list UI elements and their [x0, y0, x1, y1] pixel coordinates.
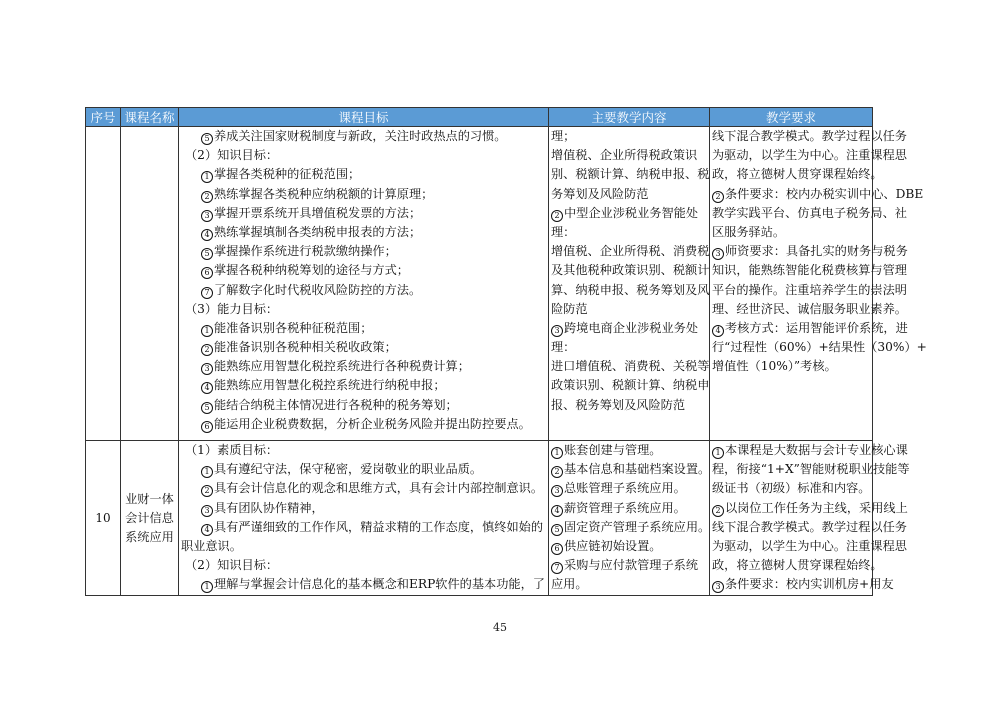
content-line — [551, 376, 709, 395]
goals-line — [181, 479, 548, 498]
circled-number-icon: 1 — [201, 466, 213, 478]
goals-text: 具有严谨细致的工作作风，精益求精的工作态度，慎终如始的 — [214, 519, 544, 534]
content-line — [551, 537, 709, 556]
requirements-line — [712, 204, 907, 223]
circled-number-icon: 4 — [551, 505, 563, 517]
requirements-line — [712, 223, 872, 242]
content-text: 总账管理子系统应用。 — [564, 481, 686, 496]
goals-text: 掌握操作系统进行税款缴纳操作； — [214, 244, 397, 259]
circled-number-icon: 4 — [712, 325, 724, 337]
goals-line — [181, 223, 548, 242]
header-main-content: 主要教学内容 — [549, 108, 710, 127]
goals-line — [181, 165, 548, 184]
circled-number-icon: 6 — [201, 267, 213, 279]
content-line — [551, 338, 709, 357]
circled-number-icon: 5 — [201, 402, 213, 414]
goals-line — [181, 146, 548, 165]
content-line — [551, 441, 709, 460]
header-requirements: 教学要求 — [710, 108, 873, 127]
circled-number-icon: 2 — [201, 344, 213, 356]
goals-text: 职业意识。 — [181, 538, 242, 553]
goals-text: 了解数字化时代税收风险防控的方法。 — [214, 282, 422, 297]
goals-line — [181, 376, 548, 395]
header-course-goals: 课程目标 — [179, 108, 549, 127]
goals-text: 具有会计信息化的观念和思维方式，具有会计内部控制意识。 — [214, 481, 544, 496]
circled-number-icon: 3 — [201, 505, 213, 517]
requirements-text: 线下混合教学模式。教学过程以任务 — [712, 519, 907, 534]
requirements-line — [712, 165, 883, 184]
requirements-line — [712, 357, 872, 376]
table-header-row — [86, 108, 873, 127]
circled-number-icon: 7 — [551, 562, 563, 574]
circled-number-icon: 2 — [551, 466, 563, 478]
content-line — [551, 518, 709, 537]
circled-number-icon: 1 — [712, 447, 724, 459]
content-text: 理； — [551, 129, 576, 143]
requirements-text: 以岗位工作任务为主线，采用线上 — [725, 500, 908, 515]
requirements-line — [712, 185, 924, 204]
circled-number-icon: 2 — [201, 191, 213, 203]
header-number: 序号 — [86, 108, 121, 127]
content-line — [551, 575, 709, 594]
main-content-cell — [549, 127, 710, 441]
requirements-cell — [710, 127, 927, 441]
goals-line — [181, 518, 548, 537]
content-text: 应用。 — [551, 577, 588, 592]
goals-text: 能结合纳税主体情况进行各税种的税务筹划； — [214, 397, 458, 412]
requirements-text: 师资要求：具备扎实的财务与税务 — [725, 244, 908, 259]
goals-line — [181, 127, 548, 146]
requirements-text: 级证书（初级）标准和内容。 — [712, 481, 871, 496]
goals-line — [181, 242, 548, 261]
content-line — [551, 185, 709, 204]
requirements-text: 为驱动，以学生为中心。注重课程思 — [712, 148, 907, 163]
goals-line — [181, 357, 548, 376]
goals-line — [181, 556, 548, 575]
circled-number-icon: 3 — [712, 248, 724, 260]
requirements-line — [712, 479, 872, 498]
goals-line — [181, 281, 548, 300]
course-table — [85, 107, 927, 596]
content-line — [551, 261, 709, 280]
requirements-text: 行“过程性（60%）+结果性（30%）+ — [712, 340, 927, 355]
goals-text: （3）能力目标： — [185, 301, 279, 316]
goals-text: 能熟练应用智慧化税控系统进行各种税费计算； — [214, 359, 470, 374]
content-text: 及其他税种政策识别、税额计 — [551, 263, 710, 278]
content-text: 理： — [551, 340, 576, 355]
course-name-line: 业财一体 — [125, 491, 174, 506]
content-line — [551, 319, 709, 338]
content-text: 理： — [551, 224, 576, 239]
requirements-text: 平台的操作。注重培养学生的崇法明 — [712, 282, 907, 297]
course-name — [121, 127, 179, 441]
course-goals-cell — [179, 441, 549, 596]
circled-number-icon: 3 — [201, 210, 213, 222]
content-line — [551, 281, 709, 300]
content-line — [551, 479, 709, 498]
content-line — [551, 300, 709, 319]
requirements-text: 考核方式：运用智能评价系统，进 — [725, 320, 908, 335]
goals-text: （2）知识目标： — [185, 558, 279, 573]
goals-line — [181, 537, 548, 556]
content-text: 采购与应付款管理子系统 — [564, 558, 699, 573]
goals-line — [181, 499, 548, 518]
course-name-line: 会计信息 — [125, 510, 174, 525]
table-row — [86, 441, 873, 596]
goals-line — [181, 460, 548, 479]
circled-number-icon: 3 — [712, 581, 724, 593]
main-content-cell — [549, 441, 710, 596]
requirements-line — [712, 575, 894, 594]
goals-line — [181, 338, 548, 357]
circled-number-icon: 1 — [201, 171, 213, 183]
circled-number-icon: 1 — [201, 581, 213, 593]
circled-number-icon: 3 — [201, 363, 213, 375]
goals-text: 熟练掌握填制各类纳税申报表的方法； — [214, 224, 422, 239]
requirements-text: 理、经世济民、诚信服务职业素养。 — [712, 301, 907, 316]
requirements-line — [712, 499, 908, 518]
goals-line — [181, 204, 548, 223]
goals-text: 掌握各税种纳税筹划的途径与方式； — [214, 263, 409, 278]
content-line — [551, 357, 709, 376]
circled-number-icon: 2 — [201, 485, 213, 497]
goals-text: 掌握开票系统开具增值税发票的方法； — [214, 205, 422, 220]
content-line — [551, 223, 709, 242]
content-text: 供应链初始设置。 — [564, 538, 662, 553]
content-text: 增值税、企业所得税、消费税 — [551, 244, 710, 259]
goals-text: 具有遵纪守法，保守秘密，爱岗敬业的职业品质。 — [214, 462, 483, 477]
circled-number-icon: 5 — [201, 248, 213, 260]
content-text: 基本信息和基础档案设置。 — [564, 462, 711, 477]
goals-text: 养成关注国家财税制度与新政，关注时政热点的习惯。 — [214, 129, 507, 143]
circled-number-icon: 6 — [551, 543, 563, 555]
goals-text: （2）知识目标： — [185, 148, 279, 163]
circled-number-icon: 2 — [551, 210, 563, 222]
content-text: 增值税、企业所得税政策识 — [551, 148, 698, 163]
requirements-line — [712, 281, 907, 300]
content-line — [551, 396, 709, 415]
table-row — [86, 127, 873, 441]
content-line — [551, 146, 709, 165]
requirements-text: 程，衔接“1+X”智能财税职业技能等 — [712, 462, 910, 477]
content-text: 算、纳税申报、税务筹划及风 — [551, 282, 710, 297]
circled-number-icon: 5 — [551, 524, 563, 536]
circled-number-icon: 3 — [551, 325, 563, 337]
requirements-text: 本课程是大数据与会计专业核心课 — [725, 443, 908, 457]
circled-number-icon: 2 — [712, 191, 724, 203]
circled-number-icon: 4 — [201, 229, 213, 241]
content-text: 险防范 — [551, 301, 588, 316]
goals-text: 具有团队协作精神， — [214, 500, 324, 515]
content-text: 固定资产管理子系统应用。 — [564, 519, 711, 534]
requirements-line — [712, 537, 907, 556]
content-text: 账套创建与管理。 — [564, 443, 662, 457]
circled-number-icon: 2 — [712, 505, 724, 517]
content-text: 务筹划及风险防范 — [551, 186, 649, 201]
goals-line — [181, 319, 548, 338]
requirements-text: 条件要求：校内办税实训中心、DBE — [725, 186, 924, 201]
goals-line — [181, 300, 548, 319]
row-number: 10 — [86, 441, 121, 596]
page-number: 45 — [493, 621, 507, 634]
requirements-text: 区服务驿站。 — [712, 224, 786, 239]
goals-text: 能准备识别各税种相关税收政策； — [214, 340, 397, 355]
goals-text: 掌握各类税种的征税范围； — [214, 167, 361, 182]
requirements-text: 线下混合教学模式。教学过程以任务 — [712, 129, 907, 143]
content-text: 别、税额计算、纳税申报、税 — [551, 167, 710, 182]
content-line — [551, 499, 709, 518]
content-line — [551, 204, 709, 223]
requirements-line — [712, 146, 907, 165]
circled-number-icon: 6 — [201, 421, 213, 433]
header-course-name: 课程名称 — [121, 108, 179, 127]
circled-number-icon: 4 — [201, 382, 213, 394]
requirements-line — [712, 300, 907, 319]
goals-line — [181, 261, 548, 280]
content-text: 薪资管理子系统应用。 — [564, 500, 686, 515]
content-text: 中型企业涉税业务智能处 — [564, 205, 699, 220]
course-name-line: 系统应用 — [125, 529, 174, 544]
requirements-text: 增值性（10%）”考核。 — [712, 359, 837, 374]
requirements-line — [712, 556, 883, 575]
requirements-text: 条件要求：校内实训机房+用友 — [725, 577, 894, 592]
circled-number-icon: 1 — [201, 325, 213, 337]
goals-line — [181, 441, 548, 460]
requirements-line — [712, 441, 908, 460]
requirements-cell — [710, 441, 910, 596]
row-number — [86, 127, 121, 441]
goals-line — [181, 396, 548, 415]
goals-text: 能熟练应用智慧化税控系统进行纳税申报； — [214, 378, 446, 393]
content-text: 报、税务筹划及风险防范 — [551, 397, 686, 412]
requirements-text: 教学实践平台、仿真电子税务局、社 — [712, 205, 907, 220]
goals-line — [181, 415, 548, 434]
content-line — [551, 242, 709, 261]
content-text: 进口增值税、消费税、关税等 — [551, 359, 710, 374]
goals-text: 熟练掌握各类税种应纳税额的计算原理； — [214, 186, 434, 201]
circled-number-icon: 1 — [551, 447, 563, 459]
requirements-line — [712, 242, 908, 261]
content-text: 跨境电商企业涉税业务处 — [564, 320, 699, 335]
content-line — [551, 556, 709, 575]
goals-line — [181, 185, 548, 204]
course-goals-cell — [179, 127, 549, 441]
goals-text: （1）素质目标： — [185, 443, 279, 457]
requirements-text: 政，将立德树人贯穿课程始终。 — [712, 558, 883, 573]
requirements-text: 政，将立德树人贯穿课程始终。 — [712, 167, 883, 182]
requirements-line — [712, 460, 910, 479]
requirements-line — [712, 319, 908, 338]
goals-line — [181, 575, 548, 594]
goals-text: 理解与掌握会计信息化的基本概念和ERP软件的基本功能，了 — [214, 577, 545, 592]
requirements-text: 为驱动，以学生为中心。注重课程思 — [712, 538, 907, 553]
requirements-line — [712, 518, 907, 537]
circled-number-icon: 7 — [201, 287, 213, 299]
content-line — [551, 165, 709, 184]
goals-text: 能运用企业税费数据，分析企业税务风险并提出防控要点。 — [214, 416, 531, 431]
content-line — [551, 460, 709, 479]
requirements-line — [712, 127, 907, 146]
circled-number-icon: 4 — [201, 524, 213, 536]
course-name — [121, 441, 179, 596]
content-line — [551, 127, 709, 146]
requirements-line — [712, 261, 907, 280]
circled-number-icon: 3 — [551, 485, 563, 497]
content-text: 政策识别、税额计算、纳税申 — [551, 378, 710, 393]
circled-number-icon: 5 — [201, 133, 213, 145]
requirements-text: 知识，能熟练智能化税费核算与管理 — [712, 263, 907, 278]
requirements-line — [712, 338, 927, 357]
goals-text: 能准备识别各税种征税范围； — [214, 320, 373, 335]
